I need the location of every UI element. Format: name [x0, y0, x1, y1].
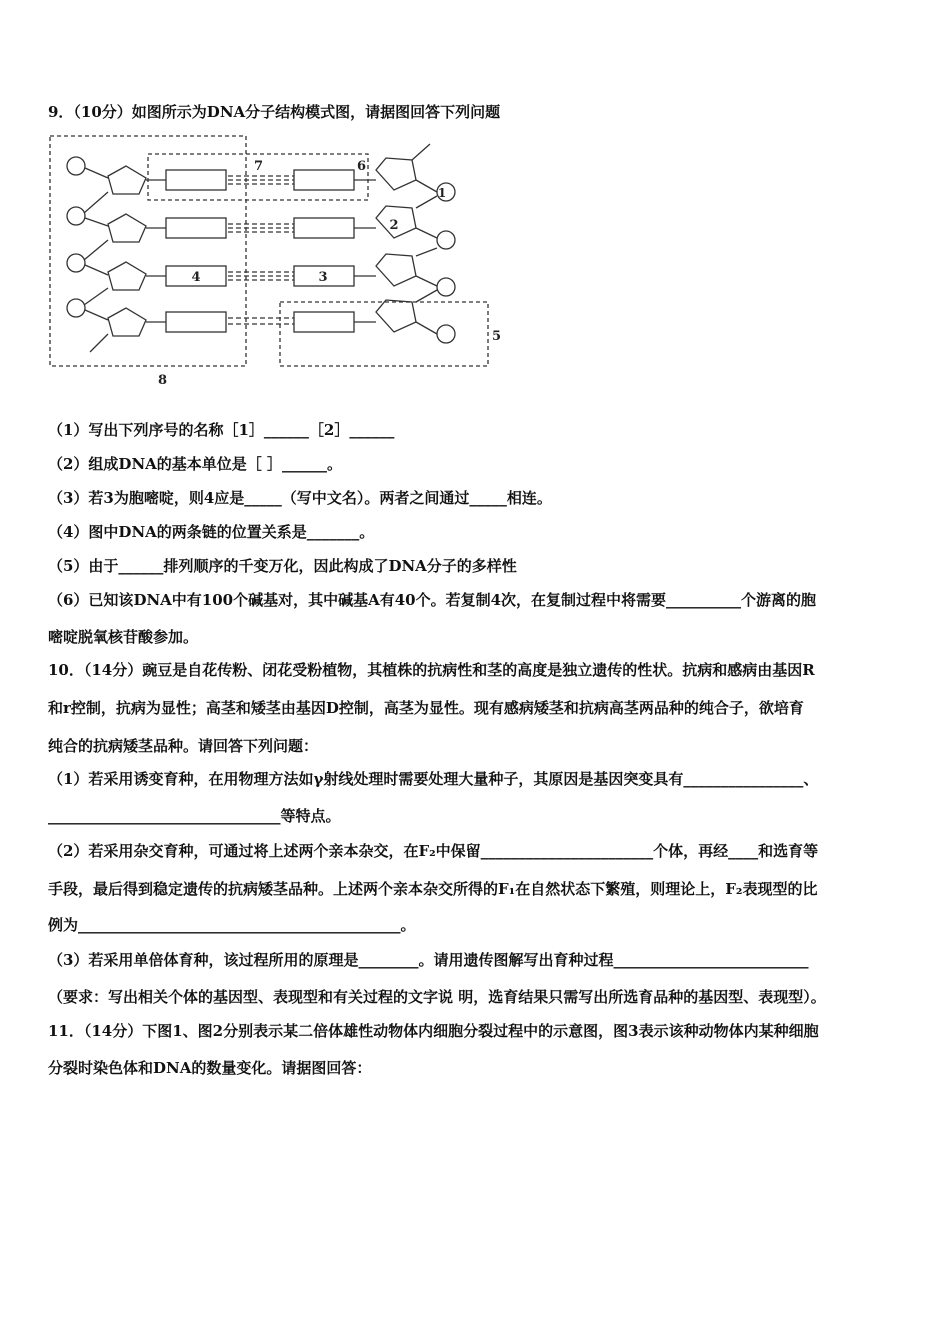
phosphate-shape — [437, 325, 455, 343]
label-1: 1 — [437, 186, 447, 200]
q10-line4: （1）若采用诱变育种，在用物理方法如γ射线处理时需要处理大量种子，其原因是基因突变具有________________、 — [48, 770, 819, 788]
q9-sub6-line1: （6）已知该DNA中有100个碱基对，其中碱基A有40个。若复制4次，在复制过程中将需要__________个游离的胞 — [48, 591, 817, 609]
base-shape — [294, 170, 354, 190]
q9-sub2: （2）组成DNA的基本单位是［ ］______。 — [48, 455, 343, 473]
q9-sub6-line2: 嘧啶脱氧核苷酸参加。 — [48, 628, 199, 646]
sugar-shape — [108, 214, 146, 242]
dna-structure-diagram — [46, 130, 516, 390]
label-5: 5 — [492, 329, 502, 344]
q10-line9: （3）若采用单倍体育种，该过程所用的原理是________。请用遗传图解写出育种过程__________________________ — [48, 951, 809, 969]
q10-line1: 10．（14分）豌豆是自花传粉、闭花受粉植物，其植株的抗病性和茎的高度是独立遗传的性状。抗病和感病由基因R — [48, 661, 815, 679]
base-shape — [294, 218, 354, 238]
phosphate-shape — [437, 231, 455, 249]
sugar-shape — [376, 158, 416, 190]
base-shape — [166, 312, 226, 332]
label-7: 7 — [254, 159, 264, 174]
q10-line7: 手段，最后得到稳定遗传的抗病矮茎品种。上述两个亲本杂交所得的F₁在自然状态下繁殖，则理论上，F₂表现型的比 — [48, 880, 818, 898]
sugar-shape — [376, 254, 416, 286]
base-shape — [166, 218, 226, 238]
label-2: 2 — [389, 218, 399, 233]
base-shape — [166, 170, 226, 190]
sugar-shape — [108, 166, 146, 194]
q10-line10: （要求：写出相关个体的基因型、表现型和有关过程的文字说 明，选育结果只需写出所选育品种的基因型、表现型）。 — [48, 988, 826, 1006]
q9-sub4: （4）图中DNA的两条链的位置关系是_______。 — [48, 523, 375, 541]
q10-line2: 和r控制，抗病为显性；高茎和矮茎由基因D控制，高茎为显性。现有感病矮茎和抗病高茎两品种的纯合子，欲培育 — [48, 699, 804, 717]
q11-line2: 分裂时染色体和DNA的数量变化。请据图回答： — [48, 1059, 372, 1077]
label-6: 6 — [357, 159, 367, 174]
sugar-shape — [108, 308, 146, 336]
label-3: 3 — [318, 270, 328, 285]
q10-line6: （2）若采用杂交育种，可通过将上述两个亲本杂交，在F₂中保留_______________________个体，再经____和选育等 — [48, 842, 819, 860]
q9-sub3: （3）若3为胞嘧啶，则4应是_____（写中文名）。两者之间通过_____相连。 — [48, 489, 552, 507]
q11-line1: 11．（14分）下图1、图2分别表示某二倍体雄性动物体内细胞分裂过程中的示意图，图3表示该种动物体内某种细胞 — [48, 1022, 819, 1040]
sugar-shape — [376, 300, 416, 332]
q9-sub1: （1）写出下列序号的名称［1］______［2］______ — [48, 421, 395, 439]
base-shape — [294, 312, 354, 332]
phosphate-shape — [67, 254, 85, 272]
q10-line8: 例为___________________________________________。 — [48, 916, 416, 934]
phosphate-shape — [437, 278, 455, 296]
sugar-shape — [108, 262, 146, 290]
label-8: 8 — [158, 373, 168, 388]
label-4: 4 — [191, 270, 201, 285]
phosphate-shape — [67, 299, 85, 317]
q9-header: 9．（10分）如图所示为DNA分子结构模式图，请据图回答下列问题 — [48, 103, 501, 121]
q10-line5: _______________________________等特点。 — [48, 807, 341, 825]
q10-line3: 纯合的抗病矮茎品种。请回答下列问题： — [48, 737, 319, 755]
phosphate-shape — [67, 157, 85, 175]
q9-sub5: （5）由于______排列顺序的千变万化，因此构成了DNA分子的多样性 — [48, 557, 517, 575]
phosphate-shape — [67, 207, 85, 225]
